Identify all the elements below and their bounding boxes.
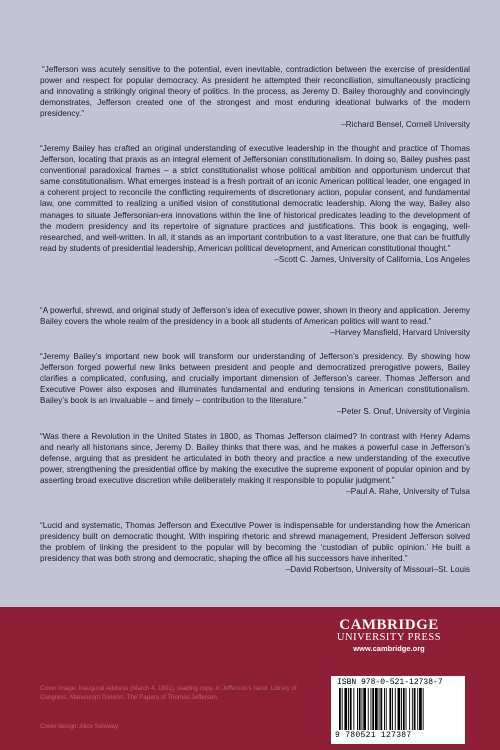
blurb-james <box>40 143 470 265</box>
barcode-bar <box>395 688 396 730</box>
barcode-bar <box>386 688 387 730</box>
blurb-mansfield <box>40 305 470 338</box>
barcode-bar <box>403 688 405 730</box>
cover-image-credit: Cover image: Inaugural Address (March 4, 1801), reading copy, in Jefferson’s hand. Library of Congress, Manuscript Division, The Papers of Thomas Jefferson. <box>40 685 297 701</box>
barcode-bar <box>375 688 378 730</box>
barcode-bar <box>419 688 422 730</box>
blurb-text: “Jefferson was acutely sensitive to the potential, even inevitable, contradiction between the exercise of presidential power and respect for popular democracy. As president he attempted their reconciliation, simultaneously practicing and innovating a strikingly original theory of politics. In the process, as Jeremy D. Bailey thoroughly and convincingly demonstrates, Jefferson created one of the strongest and most enduring ideational bulwarks of the modern presidency.” <box>40 65 470 119</box>
blurb-attribution: –Paul A. Rahe, University of Tulsa <box>346 487 470 497</box>
barcode-bar <box>363 688 366 730</box>
barcode-bar <box>392 688 393 730</box>
blurb-text: “Was there a Revolution in the United States in 1800, as Thomas Jefferson claimed? In contrast with Henry Adams and nearly all historians since, Jeremy D. Bailey thinks that there was, and he makes a powerful case in Jefferson’s defense, arguing that as president he articulated in both theory and practice a new understanding of the executive power, strengthening the presidential office by making the executive the supreme exponent of popular opinion and by asserting broad executive discretion while deliberately making it responsible to popular judgment.” <box>40 432 470 486</box>
barcode-bar <box>371 688 372 730</box>
blurb-attribution: –Harvey Mansfield, Harvard University <box>330 328 470 338</box>
cover-design-credit: Cover design: Alice Soloway <box>40 723 119 730</box>
barcode-bar <box>379 688 380 730</box>
blurb-text: “A powerful, shrewd, and original study of Jefferson’s idea of executive power, shown in theory and application. Jeremy Bailey covers the whole realm of the presidency in a book all students of American politics will want to read.” <box>40 306 470 327</box>
publisher-press: UNIVERSITY PRESS <box>336 632 442 643</box>
barcode-bar <box>353 688 354 730</box>
publisher-url: www.cambridge.org <box>353 644 425 653</box>
barcode-bar <box>380 688 382 730</box>
blurb-onuf <box>40 351 470 418</box>
barcode-bar <box>384 688 385 730</box>
blurb-attribution: –Peter S. Onuf, University of Virginia <box>336 407 470 417</box>
barcode-bar <box>414 688 416 730</box>
barcode-bar <box>412 688 413 730</box>
blurb-robertson <box>40 520 470 575</box>
blurb-attribution: –Scott C. James, University of California, Los Angeles <box>274 254 470 264</box>
isbn-barcode <box>331 676 465 744</box>
publisher-name: CAMBRIDGE <box>339 617 439 633</box>
barcode-bar <box>368 688 369 730</box>
barcode-bar <box>344 688 347 730</box>
barcode-bar <box>339 688 341 730</box>
barcode-bar <box>398 688 401 730</box>
isbn-label: ISBN 978-0-521-12738-7 <box>337 678 443 687</box>
cambridge-logo <box>314 617 464 653</box>
barcode-bar <box>357 688 358 730</box>
barcode-bar <box>359 688 361 730</box>
barcode-bar <box>423 688 424 730</box>
barcode-bar <box>406 688 407 730</box>
barcode-bars <box>337 688 459 730</box>
barcode-bar <box>362 688 363 730</box>
barcode-bar <box>401 688 402 730</box>
barcode-bar <box>389 688 391 730</box>
barcode-digits: 9 780521 127387 <box>335 731 412 740</box>
barcode-bar <box>417 688 418 730</box>
blurb-attribution: –Richard Bensel, Cornell University <box>341 120 470 130</box>
barcode-bar <box>348 688 349 730</box>
blurb-attribution: –David Robertson, University of Missouri–St. Louis <box>285 565 470 575</box>
blurb-text: “Jeremy Bailey has crafted an original understanding of executive leadership in the thought and practice of Thomas Jefferson, locating that praxis as an integral element of Jeffersonian constitutionalism. In doing so, Bailey pushes past conventional paradoxical frames – a strict constitutionalist whose political ambition and opportunism undercut that same constitutionalism. What emerges instead is a fresh portrait of an iconic American political leader, one engaged in a coherent project to reconcile the conflicting requirements of discretionary action, popular consent, and fundamental law, one committed to realizing a unified vision of constitutional democratic leadership. Along the way, Bailey also manages to situate Jeffersonian-era innovations within the line of historical predicates leading to the development of the modern presidency and its repertoire of signature practices and justifications. This book is engaging, well-researched, and well-written. In all, it stands as an important contribution to a vast literature, one that can be fruitfully read by students of presidential leadership, American political development, and American constitutional thought.” <box>40 144 470 253</box>
barcode-bar <box>372 688 374 730</box>
blurb-text: “Jeremy Bailey’s important new book will transform our understanding of Jefferson’s presidency. By showing how Jefferson forged powerful new links between president and people and democratized prerogative powers, Bailey clarifies a complicated, confusing, and crucially important dimension of Jefferson’s career. Thomas Jefferson and Executive Power also exposes and illuminates fundamental and enduring tensions in American constitutionalism. Bailey’s book is an invaluable – and timely – contribution to the literature.” <box>40 352 470 406</box>
barcode-bar <box>350 688 352 730</box>
barcode-bar <box>342 688 343 730</box>
blurb-rahe <box>40 431 470 498</box>
blurb-bensel <box>40 64 470 131</box>
barcode-bar <box>409 688 410 730</box>
blurb-text: “Lucid and systematic, Thomas Jefferson and Executive Power is indispensable for understanding how the American presidency built on democratic thought. With inspiring rhetoric and shrewd management, President Jefferson solved the problem of linking the president to the popular will by becoming the ‘custodian of public opinion.’ He built a presidency that was both strong and democratic, shaping the office all his successors have inherited.” <box>40 521 470 564</box>
